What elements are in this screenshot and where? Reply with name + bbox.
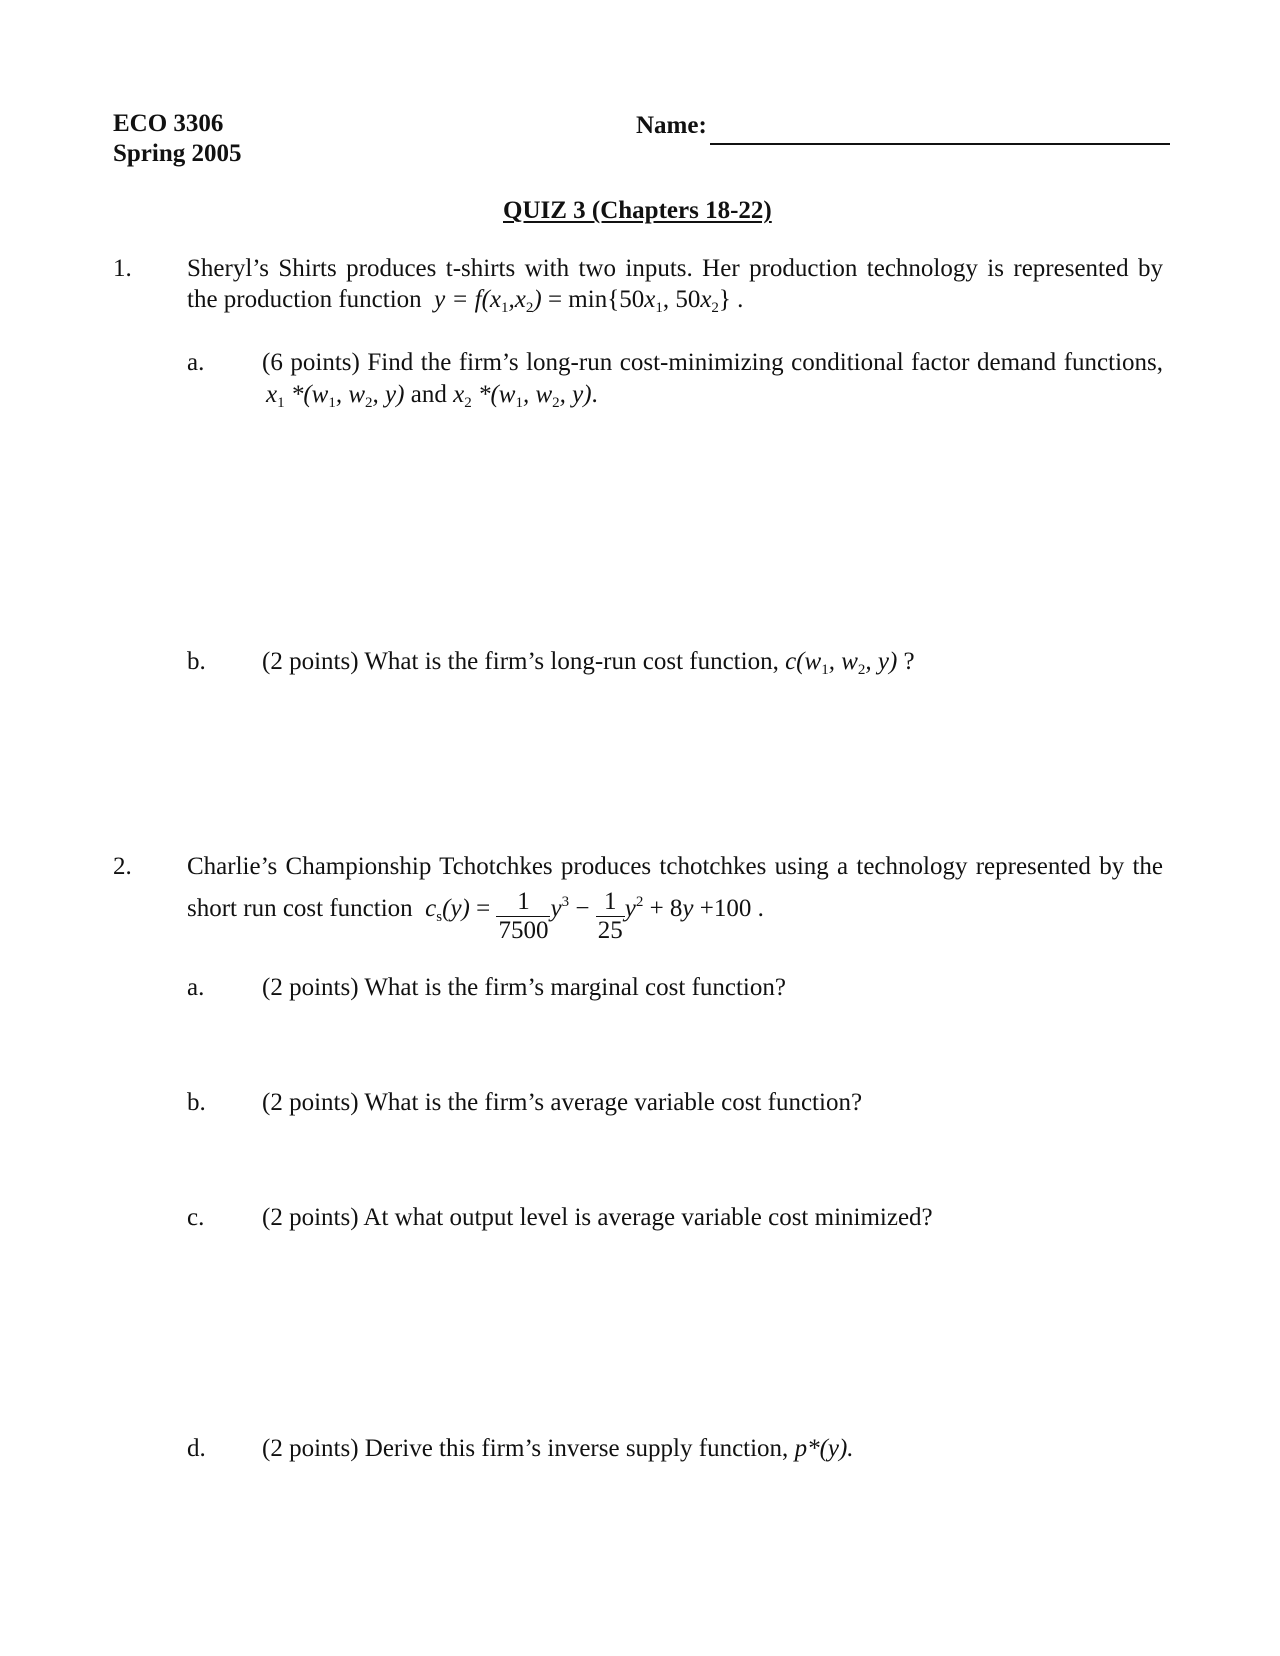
question-2-intro-prefix: short run cost function <box>187 895 413 923</box>
question-1-intro-line2 <box>187 286 743 317</box>
question-1b-line: (2 points) What is the firm’s long-run cost function, $c(w_1$, $w_2$, y) ? <box>262 648 915 678</box>
question-2a-label: a. <box>187 974 205 1001</box>
question-2-intro-line1: Charlie’s Championship Tchotchkes produces tchotchkes using a technology represented by the <box>187 853 1163 880</box>
question-1-intro-line1: Sheryl’s Shirts produces t-shirts with two inputs. Her production technology is represented by <box>187 255 1163 282</box>
question-2d-text: (2 points) Derive this firm’s inverse supply function, <box>262 1435 789 1462</box>
fraction-1-over-7500: $\frac{1}{7500}$ <box>498 888 549 944</box>
question-1-intro-prefix: the production function <box>187 286 422 313</box>
question-1b-label: b. <box>187 648 206 675</box>
question-2d-label: d. <box>187 1435 206 1462</box>
question-1a-label: a. <box>187 349 205 376</box>
name-blank-line[interactable] <box>710 143 1170 145</box>
fraction-1-over-25: $\frac{1}{25}$ <box>597 888 623 944</box>
question-2c-label: c. <box>187 1204 205 1231</box>
question-2c-text: (2 points) At what output level is average variable cost minimized? <box>262 1204 933 1231</box>
question-1a-text: (6 points) Find the firm’s long-run cost-minimizing conditional factor demand functions, <box>262 349 1163 376</box>
question-1-number: 1. <box>113 255 132 282</box>
question-2d-line <box>262 1435 854 1463</box>
production-function-formula: $y = f(x_1,x_2)$ <box>427 286 542 316</box>
question-2-intro-line2 <box>187 882 764 944</box>
name-label: Name: <box>636 112 707 139</box>
question-2a-text: (2 points) What is the firm’s marginal cost function? <box>262 974 786 1001</box>
demand-function-x1: $x_1$ $*(w_1$, $w_2$, y) <box>266 381 405 411</box>
short-run-cost-formula: $c_s(y)$ = $\frac{1}{7500}$ $y^3$ − $\frac{1}{25}$ $y^2 + 8y +100$ . <box>418 888 764 944</box>
long-run-cost-function-formula: $c(w_1$, $w_2$, y) <box>785 648 898 678</box>
question-1b-text: (2 points) What is the firm’s long-run cost function, <box>262 648 779 675</box>
production-function-rhs: = $\min\{50x_1$, $50x_2$} . <box>541 286 744 316</box>
course-code: ECO 3306 <box>113 110 224 137</box>
question-2-number: 2. <box>113 853 132 880</box>
inverse-supply-function: p*(y). <box>794 1435 854 1462</box>
question-2b-label: b. <box>187 1089 206 1116</box>
quiz-title: QUIZ 3 (Chapters 18-22) <box>503 197 772 224</box>
question-1a-formulas: $x_1$ $*(w_1$, $w_2$, y) and $x_2$ $*(w_1$, $w_2$, y). <box>266 381 598 411</box>
and-word: and <box>410 381 447 408</box>
question-2b-text: (2 points) What is the firm’s average variable cost function? <box>262 1089 863 1116</box>
course-term: Spring 2005 <box>113 140 242 167</box>
demand-function-x2: $x_2$ $*(w_1$, $w_2$, y) <box>453 381 592 411</box>
